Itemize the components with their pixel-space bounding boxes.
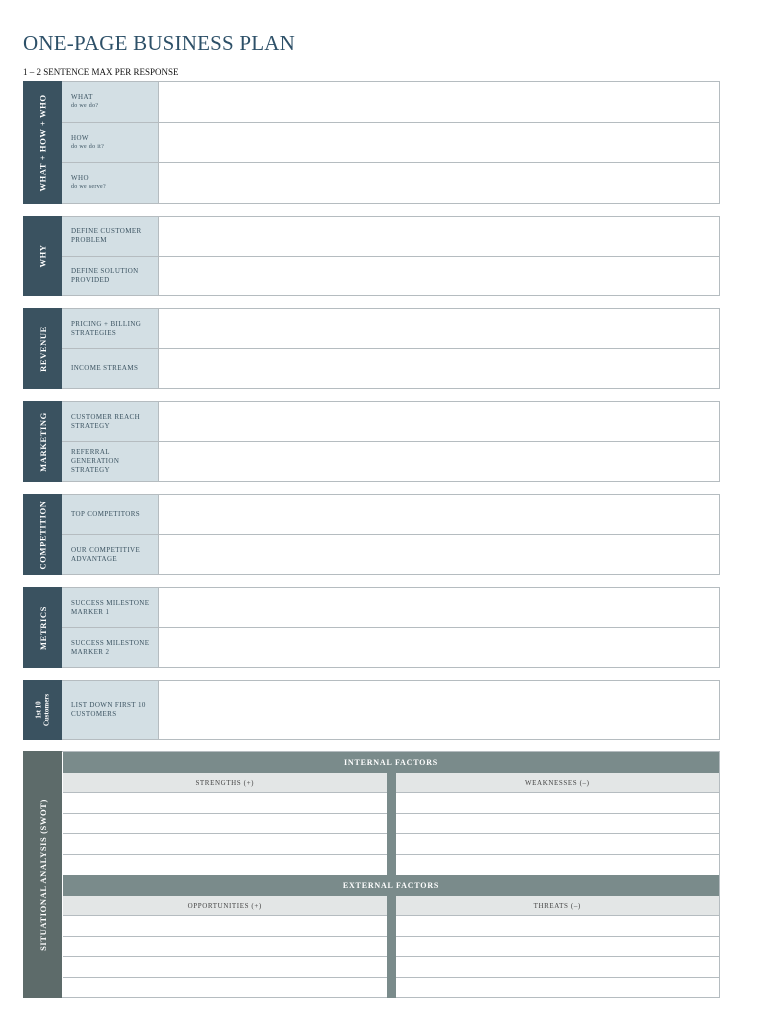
plan-row (62, 627, 719, 667)
weaknesses-line[interactable] (396, 855, 720, 876)
response-field[interactable] (158, 535, 719, 574)
strengths-line[interactable] (63, 793, 387, 814)
row-label: HOW do we do it? (62, 123, 158, 163)
opportunities-line[interactable] (63, 978, 387, 999)
external-factors-header: EXTERNAL FACTORS (63, 875, 719, 896)
response-field[interactable] (158, 217, 719, 256)
row-label: LIST DOWN FIRST 10 CUSTOMERS (62, 681, 158, 739)
row-label: SUCCESS MILESTONE MARKER 2 (62, 628, 158, 667)
row-label: DEFINE CUSTOMER PROBLEM (62, 217, 158, 256)
row-label: CUSTOMER REACH STRATEGY (62, 402, 158, 441)
page-title: ONE-PAGE BUSINESS PLAN (23, 31, 295, 55)
plan-row (62, 256, 719, 296)
plan-row (62, 82, 719, 122)
weaknesses-column (396, 773, 720, 875)
response-field[interactable] (158, 349, 719, 388)
section-side-header: COMPETITION (23, 494, 62, 575)
plan-row (62, 681, 719, 739)
section-marketing (23, 401, 720, 482)
row-label: PRICING + BILLING STRATEGIES (62, 309, 158, 348)
swot-side-header: SITUATIONAL ANALYSIS (SWOT) (23, 751, 62, 998)
column-divider (387, 896, 396, 998)
response-field[interactable] (158, 495, 719, 534)
plan-row (62, 348, 719, 388)
section-revenue (23, 308, 720, 389)
section-side-header: WHY (23, 216, 62, 296)
opportunities-line[interactable] (63, 916, 387, 937)
section-side-header: 1st 10 Customers (23, 680, 62, 740)
response-field[interactable] (158, 257, 719, 296)
section-competition (23, 494, 720, 575)
strengths-header: STRENGTHS (+) (63, 773, 387, 793)
response-field[interactable] (158, 442, 719, 481)
row-label: OUR COMPETITIVE ADVANTAGE (62, 535, 158, 574)
opportunities-header: OPPORTUNITIES (+) (63, 896, 387, 916)
row-label: WHAT do we do? (62, 82, 158, 122)
response-field-how[interactable] (158, 123, 719, 163)
threats-column (396, 896, 720, 998)
section-why (23, 216, 720, 296)
section-side-header: METRICS (23, 587, 62, 668)
opportunities-column (63, 896, 387, 998)
section-first-customers (23, 680, 720, 740)
section-metrics (23, 587, 720, 668)
row-label: INCOME STREAMS (62, 349, 158, 388)
plan-row (62, 122, 719, 163)
response-field[interactable] (158, 628, 719, 667)
threats-line[interactable] (396, 957, 720, 978)
page-subtitle: 1 – 2 SENTENCE MAX PER RESPONSE (23, 67, 179, 77)
opportunities-line[interactable] (63, 937, 387, 958)
weaknesses-line[interactable] (396, 793, 720, 814)
response-field-what[interactable] (158, 82, 719, 122)
response-field[interactable] (158, 402, 719, 441)
strengths-line[interactable] (63, 834, 387, 855)
threats-line[interactable] (396, 916, 720, 937)
section-side-header: WHAT + HOW + WHO (23, 81, 62, 204)
plan-row (62, 441, 719, 481)
response-field[interactable] (158, 681, 719, 739)
threats-line[interactable] (396, 978, 720, 999)
weaknesses-line[interactable] (396, 834, 720, 855)
section-side-header: REVENUE (23, 308, 62, 389)
section-what-how-who (23, 81, 720, 204)
response-field[interactable] (158, 588, 719, 627)
section-side-header: MARKETING (23, 401, 62, 482)
section-swot (23, 751, 720, 998)
weaknesses-line[interactable] (396, 814, 720, 835)
response-field[interactable] (158, 309, 719, 348)
plan-row (62, 402, 719, 441)
strengths-line[interactable] (63, 814, 387, 835)
strengths-column (63, 773, 387, 875)
plan-row (62, 534, 719, 574)
threats-header: THREATS (–) (396, 896, 720, 916)
threats-line[interactable] (396, 937, 720, 958)
row-label: REFERRAL GENERATION STRATEGY (62, 442, 158, 481)
plan-row (62, 217, 719, 256)
row-label: DEFINE SOLUTION PROVIDED (62, 257, 158, 296)
plan-row (62, 309, 719, 348)
row-label: WHO do we serve? (62, 163, 158, 203)
plan-row (62, 162, 719, 203)
plan-row (62, 588, 719, 627)
internal-factors-header: INTERNAL FACTORS (63, 752, 719, 773)
response-field-who[interactable] (158, 163, 719, 203)
column-divider (387, 773, 396, 875)
row-label: SUCCESS MILESTONE MARKER 1 (62, 588, 158, 627)
strengths-line[interactable] (63, 855, 387, 876)
plan-row (62, 495, 719, 534)
opportunities-line[interactable] (63, 957, 387, 978)
weaknesses-header: WEAKNESSES (–) (396, 773, 720, 793)
row-label: TOP COMPETITORS (62, 495, 158, 534)
